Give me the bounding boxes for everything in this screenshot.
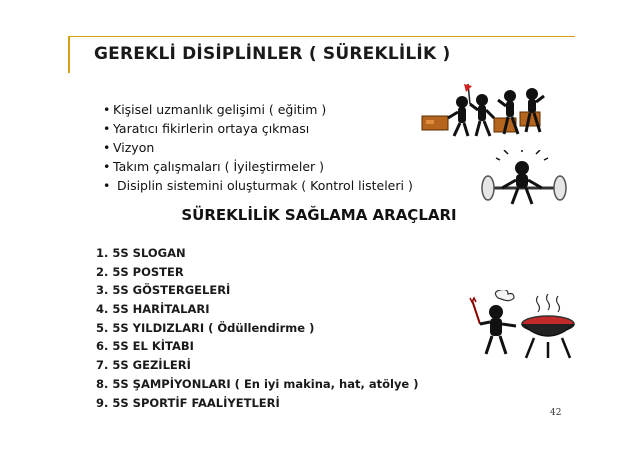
- list-item: 5. 5S YILDIZLARI ( Ödüllendirme ): [96, 320, 315, 335]
- page-number: 42: [550, 408, 562, 418]
- list-item: • Yaratıcı fikirlerin ortaya çıkması: [103, 121, 310, 136]
- list-item: • Takım çalışmaları ( İyileştirmeler ): [103, 159, 325, 174]
- list-item: 2. 5S POSTER: [96, 264, 184, 279]
- list-item: 7. 5S GEZİLERİ: [96, 358, 191, 373]
- list-item: • Disiplin sistemini oluşturmak ( Kontrol listeleri ): [103, 178, 413, 193]
- list-item: • Kişisel uzmanlık gelişimi ( eğitim ): [103, 102, 327, 117]
- slide-title: GEREKLİ DİSİPLİNLER ( SÜREKLİLİK ): [94, 44, 451, 64]
- barbecue-cook-icon: [468, 290, 578, 362]
- people-carrying-boxes-icon: [420, 82, 550, 140]
- list-item: 1. 5S SLOGAN: [96, 246, 186, 260]
- section-subtitle: SÜREKLİLİK SAĞLAMA ARAÇLARI: [181, 206, 457, 224]
- list-item: • Vizyon: [103, 140, 155, 155]
- list-item: 4. 5S HARİTALARI: [96, 302, 210, 317]
- weightlifter-icon: [478, 150, 570, 208]
- list-item: 9. 5S SPORTİF FAALİYETLERİ: [96, 395, 280, 410]
- list-item: 6. 5S EL KİTABI: [96, 339, 194, 354]
- list-item: 3. 5S GÖSTERGELERİ: [96, 283, 231, 298]
- disciplines-list: [103, 100, 413, 195]
- tools-list: [96, 244, 419, 412]
- list-item: 8. 5S ŞAMPİYONLARI ( En iyi makina, hat, atölye ): [96, 376, 419, 391]
